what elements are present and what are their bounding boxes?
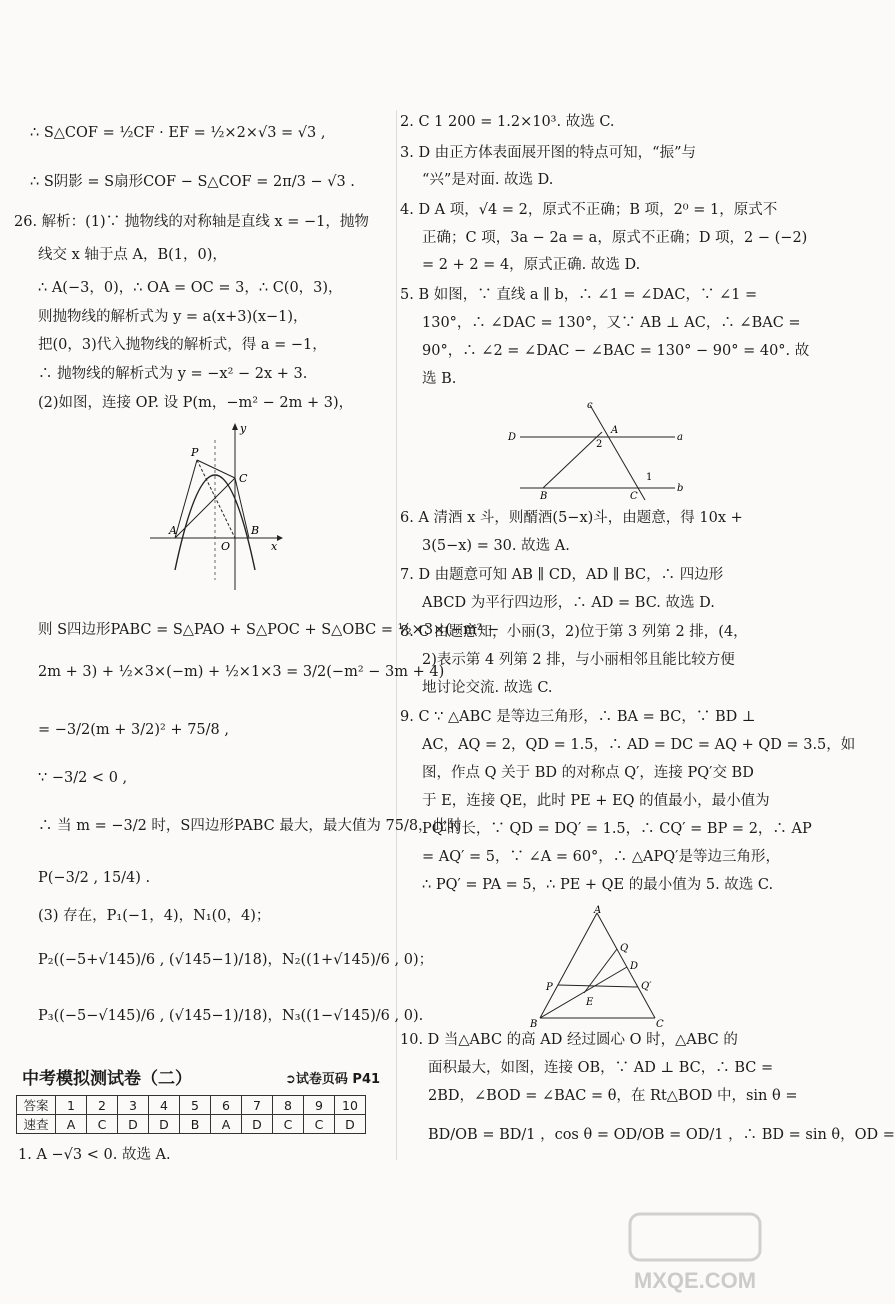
answer-number-9: 10	[335, 1096, 366, 1115]
right-lines-22: = AQ′ = 5，∵ ∠A = 60°，∴ △APQ′是等边三角形，	[422, 849, 780, 865]
answer-number-4: 5	[180, 1096, 211, 1115]
right-lines-1: 3. D 由正方体表面展开图的特点可知，“振”与	[400, 145, 697, 161]
left-lines-5: 则抛物线的解析式为 y = a(x+3)(x−1)，	[38, 309, 308, 325]
left-lines-8: (2)如图，连接 OP. 设 P(m，−m² − 2m + 3)，	[38, 395, 354, 411]
right-lines-6: 5. B 如图，∵ 直线 a ∥ b，∴ ∠1 = ∠DAC，∵ ∠1 =	[400, 287, 758, 303]
right-lines-26: 2BD，∠BOD = ∠BAC = θ，在 Rt△BOD 中，sin θ =	[428, 1088, 798, 1104]
right-lines-14: 8. C 由题意知，小丽(3，2)位于第 3 列第 2 排，(4，	[400, 624, 748, 640]
left-last-line: 1. A −√3 < 0. 故选 A.	[18, 1147, 171, 1163]
answer-number-3: 4	[149, 1096, 180, 1115]
right-lines-20: 于 E，连接 QE，此时 PE + EQ 的值最小，最小值为	[422, 793, 770, 809]
fig1-label-A: A	[169, 524, 177, 537]
answer-value-9: D	[335, 1115, 366, 1134]
fig1-label-O: O	[221, 540, 231, 553]
fig1-label-C: C	[239, 472, 248, 485]
answer-value-0: A	[56, 1115, 87, 1134]
answer-number-7: 8	[273, 1096, 304, 1115]
fig1-label-P: P	[191, 446, 199, 459]
answer-table-header-label: 答案	[17, 1096, 56, 1115]
answer-table-answer-row	[17, 1115, 366, 1134]
right-lines-13: ABCD 为平行四边形，∴ AD = BC. 故选 D.	[422, 595, 715, 611]
left-lines-15: (3) 存在，P₁(−1，4)，N₁(0，4)；	[38, 908, 271, 924]
triangle-figure	[530, 905, 675, 1030]
fig2-label-A: A	[611, 425, 619, 436]
fig1-label-y: y	[240, 422, 247, 435]
answer-table-number-row	[17, 1096, 366, 1115]
fig3-label-A: A	[594, 905, 602, 916]
left-lines-4: ∴ A(−3，0)，∴ OA = OC = 3，∴ C(0，3)，	[38, 280, 343, 296]
right-lines-8: 90°，∴ ∠2 = ∠DAC − ∠BAC = 130° − 90° = 40°. 故	[422, 343, 810, 359]
right-lines-12: 7. D 由题意可知 AB ∥ CD，AD ∥ BC，∴ 四边形	[400, 567, 724, 583]
fig2-label-b: b	[677, 483, 684, 494]
fig2-label-c: c	[587, 400, 593, 411]
right-lines-4: 正确；C 项，3a − 2a = a，原式不正确；D 项，2 − (−2)	[422, 230, 808, 246]
fig3-label-E: E	[586, 997, 594, 1008]
right-lines-5: = 2 + 2 = 4，原式正确. 故选 D.	[422, 257, 641, 273]
left-lines-14: P(−3/2 , 15/4) .	[38, 870, 151, 886]
right-lines-0: 2. C 1 200 = 1.2×10³. 故选 C.	[400, 114, 615, 130]
left-lines-17: P₃((−5−√145)/6 , (√145−1)/18)，N₃((1−√145)/6 , 0).	[38, 1008, 424, 1024]
right-lines-3: 4. D A 项，√4 = 2，原式不正确；B 项，2⁰ = 1，原式不	[400, 202, 778, 218]
left-lines-0: ∴ S△COF = ½CF · EF = ½×2×√3 = √3 ,	[30, 125, 326, 141]
answer-table	[16, 1095, 366, 1134]
answer-value-5: A	[211, 1115, 242, 1134]
right-lines-7: 130°，∴ ∠DAC = 130°，又∵ AB ⊥ AC，∴ ∠BAC =	[422, 315, 801, 331]
fig2-label-D: D	[508, 432, 517, 443]
right-lines-21: PQ′的长，∵ QD = DQ′ = 1.5，∴ CQ′ = BP = 2，∴ AP	[422, 821, 812, 837]
left-lines-12: ∵ −3/2 < 0 ,	[38, 770, 128, 786]
answer-number-8: 9	[304, 1096, 335, 1115]
fig3-label-B: B	[530, 1019, 538, 1030]
right-lines-15: 2)表示第 4 列第 2 排，与小丽相邻且能比较方便	[422, 652, 735, 668]
section-title: 中考模拟测试卷（二）	[22, 1069, 192, 1089]
fig1-label-x: x	[271, 540, 278, 553]
page-reference: ➲试卷页码 P41	[285, 1072, 381, 1087]
answer-number-5: 6	[211, 1096, 242, 1115]
answer-value-6: D	[242, 1115, 273, 1134]
watermark-text: MXQE.COM	[633, 1268, 757, 1293]
answer-number-6: 7	[242, 1096, 273, 1115]
fig2-label-C: C	[630, 491, 638, 502]
fig2-label-2: 2	[596, 439, 603, 450]
answer-value-2: D	[118, 1115, 149, 1134]
left-lines-9: 则 S四边形PABC = S△PAO + S△POC + S△OBC = ½×3×(−m² −	[38, 622, 500, 638]
right-lines-2: “兴”是对面. 故选 D.	[422, 172, 554, 188]
watermark-logo	[600, 1208, 790, 1298]
right-lines-10: 6. A 清酒 x 斗，则醑酒(5−x)斗，由题意，得 10x +	[400, 510, 743, 526]
right-lines-25: 面积最大，如图，连接 OB，∵ AD ⊥ BC，∴ BC =	[428, 1060, 774, 1076]
right-lines-19: 图，作点 Q 关于 BD 的对称点 Q′，连接 PQ′交 BD	[422, 765, 754, 781]
parallel-lines-figure	[505, 400, 695, 505]
fig3-label-P: P	[546, 982, 553, 993]
fig2-label-a: a	[677, 432, 683, 443]
left-lines-10: 2m + 3) + ½×3×(−m) + ½×1×3 = 3/2(−m² − 3m + 4)	[38, 664, 445, 680]
left-lines-3: 线交 x 轴于点 A，B(1，0)，	[38, 247, 227, 263]
answer-value-3: D	[149, 1115, 180, 1134]
fig3-label-Q: Q	[620, 943, 629, 954]
right-lines-27: BD/OB = BD/1 ，cos θ = OD/OB = OD/1 ，∴ BD = sin θ，OD =	[428, 1127, 895, 1143]
answer-number-0: 1	[56, 1096, 87, 1115]
right-lines-17: 9. C ∵ △ABC 是等边三角形，∴ BA = BC，∵ BD ⊥	[400, 709, 756, 725]
answer-value-4: B	[180, 1115, 211, 1134]
left-lines-7: ∴ 抛物线的解析式为 y = −x² − 2x + 3.	[38, 366, 308, 382]
left-lines-1: ∴ S阴影 = S扇形COF − S△COF = 2π/3 − √3 .	[30, 174, 355, 190]
fig3-label-Q2: Q′	[641, 981, 652, 992]
left-lines-2: 26. 解析：(1)∵ 抛物线的对称轴是直线 x = −1，抛物	[14, 214, 369, 230]
answer-number-2: 3	[118, 1096, 149, 1115]
right-lines-24: 10. D 当△ABC 的高 AD 经过圆心 O 时，△ABC 的	[400, 1032, 738, 1048]
right-lines-11: 3(5−x) = 30. 故选 A.	[422, 538, 570, 554]
fig1-label-B: B	[251, 524, 260, 537]
answer-value-8: C	[304, 1115, 335, 1134]
fig2-label-B: B	[540, 491, 548, 502]
right-lines-16: 地讨论交流. 故选 C.	[422, 680, 553, 696]
fig3-label-D: D	[630, 961, 639, 972]
left-lines-13: ∴ 当 m = −3/2 时，S四边形PABC 最大，最大值为 75/8，此时	[38, 818, 462, 834]
answer-value-1: C	[87, 1115, 118, 1134]
fig3-label-C: C	[656, 1019, 664, 1030]
right-lines-18: AC，AQ = 2，QD = 1.5，∴ AD = DC = AQ + QD = 3.5，如	[422, 737, 856, 753]
answer-number-1: 2	[87, 1096, 118, 1115]
left-lines-16: P₂((−5+√145)/6 , (√145−1)/18)，N₂((1+√145)/6 , 0)；	[38, 952, 434, 968]
right-lines-9: 选 B.	[422, 371, 457, 387]
fig2-label-1: 1	[646, 472, 653, 483]
left-lines-11: = −3/2(m + 3/2)² + 75/8 ,	[38, 722, 229, 738]
right-lines-23: ∴ PQ′ = PA = 5，∴ PE + QE 的最小值为 5. 故选 C.	[422, 877, 774, 893]
left-lines-6: 把(0，3)代入抛物线的解析式，得 a = −1，	[38, 337, 327, 353]
answer-table-row-label: 速查	[17, 1115, 56, 1134]
answer-value-7: C	[273, 1115, 304, 1134]
parabola-figure	[145, 420, 285, 595]
